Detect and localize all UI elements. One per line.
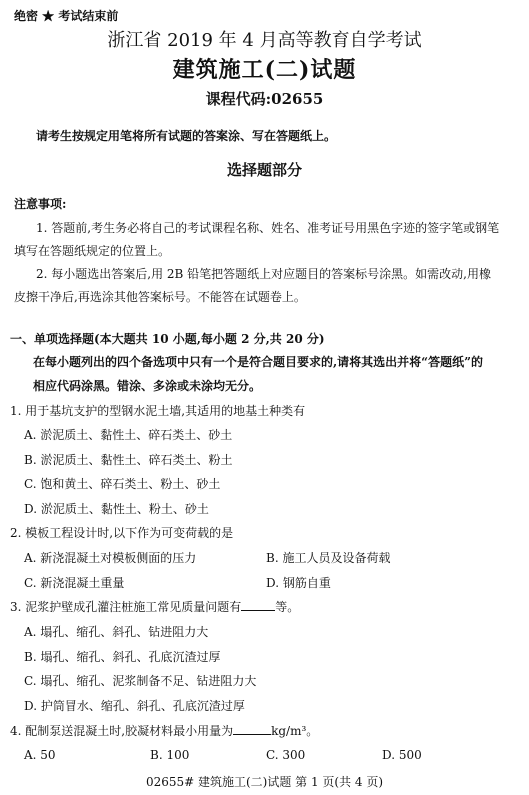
question-2-stem: 2. 模板工程设计时,以下作为可变荷载的是 <box>10 526 234 540</box>
question-1-option-d: D. 淤泥质土、黏性土、粉土、砂土 <box>24 502 209 516</box>
question-3-stem-text: 3. 泥浆护壁成孔灌注桩施工常见质量问题有 <box>10 600 242 614</box>
question-4-option-d: D. 500 <box>382 748 422 762</box>
question-1-stem: 1. 用于基坑支护的型钢水泥土墙,其适用的地基土种类有 <box>10 404 306 418</box>
confidential-label: 绝密 ★ 考试结束前 <box>14 9 119 23</box>
question-3-stem-suffix: 等。 <box>275 600 300 614</box>
page-footer: 02655# 建筑施工(二)试题 第 1 页(共 4 页) <box>145 775 384 789</box>
question-4-option-a: A. 50 <box>24 748 56 762</box>
answer-instruction: 请考生按规定用笔将所有试题的答案涂、写在答题纸上。 <box>36 129 337 143</box>
notes-item-1-line-1: 1. 答题前,考生务必将自己的考试课程名称、姓名、准考证号用黑色字迹的签字笔或钢笔 <box>36 221 500 235</box>
question-1-option-a: A. 淤泥质土、黏性土、碎石类土、砂土 <box>24 428 233 442</box>
course-code: 课程代码:02655 <box>205 90 324 108</box>
part1-desc-line-2: 相应代码涂黑。错涂、多涂或未涂均无分。 <box>33 379 262 393</box>
question-3-option-c: C. 塌孔、缩孔、泥浆制备不足、钻进阻力大 <box>24 674 257 688</box>
question-3-stem <box>10 598 299 615</box>
part1-heading: 一、单项选择题(本大题共 10 小题,每小题 2 分,共 20 分) <box>10 332 325 346</box>
question-4-stem-unit: kg/m³。 <box>271 724 319 738</box>
question-4-stem-text: 4. 配制泵送混凝土时,胶凝材料最小用量为 <box>10 724 234 738</box>
question-2-option-a: A. 新浇混凝土对模板侧面的压力 <box>24 551 197 565</box>
subject-title: 建筑施工(二)试题 <box>172 57 357 83</box>
question-2-option-d: D. 钢筋自重 <box>266 576 331 590</box>
question-3-option-a: A. 塌孔、缩孔、斜孔、钻进阻力大 <box>24 625 209 639</box>
notes-item-2-line-2: 皮擦干净后,再选涂其他答案标号。不能答在试题卷上。 <box>14 290 306 304</box>
question-3-option-b: B. 塌孔、缩孔、斜孔、孔底沉渣过厚 <box>24 650 221 664</box>
question-1-option-c: C. 饱和黄土、碎石类土、粉土、砂土 <box>24 477 221 491</box>
notes-item-1-line-2: 填写在答题纸规定的位置上。 <box>14 244 171 258</box>
exam-title: 浙江省 2019 年 4 月高等教育自学考试 <box>107 30 422 51</box>
question-4-stem <box>10 722 318 739</box>
question-1-option-b: B. 淤泥质土、黏性土、碎石类土、粉土 <box>24 453 233 467</box>
question-2-option-b: B. 施工人员及设备荷载 <box>266 551 391 565</box>
question-3-option-d: D. 护筒冒水、缩孔、斜孔、孔底沉渣过厚 <box>24 699 245 713</box>
answer-blank <box>241 599 275 611</box>
notes-item-2-line-1: 2. 每小题选出答案后,用 2B 铅笔把答题纸上对应题目的答案标号涂黑。如需改动,用橡 <box>36 267 491 281</box>
notes-title: 注意事项: <box>14 197 67 211</box>
answer-blank <box>233 723 271 735</box>
question-4-option-b: B. 100 <box>150 748 190 762</box>
question-4-option-c: C. 300 <box>266 748 306 762</box>
section-title: 选择题部分 <box>226 161 302 179</box>
part1-desc-line-1: 在每小题列出的四个备选项中只有一个是符合题目要求的,请将其选出并将“答题纸”的 <box>33 355 483 369</box>
question-2-option-c: C. 新浇混凝土重量 <box>24 576 125 590</box>
